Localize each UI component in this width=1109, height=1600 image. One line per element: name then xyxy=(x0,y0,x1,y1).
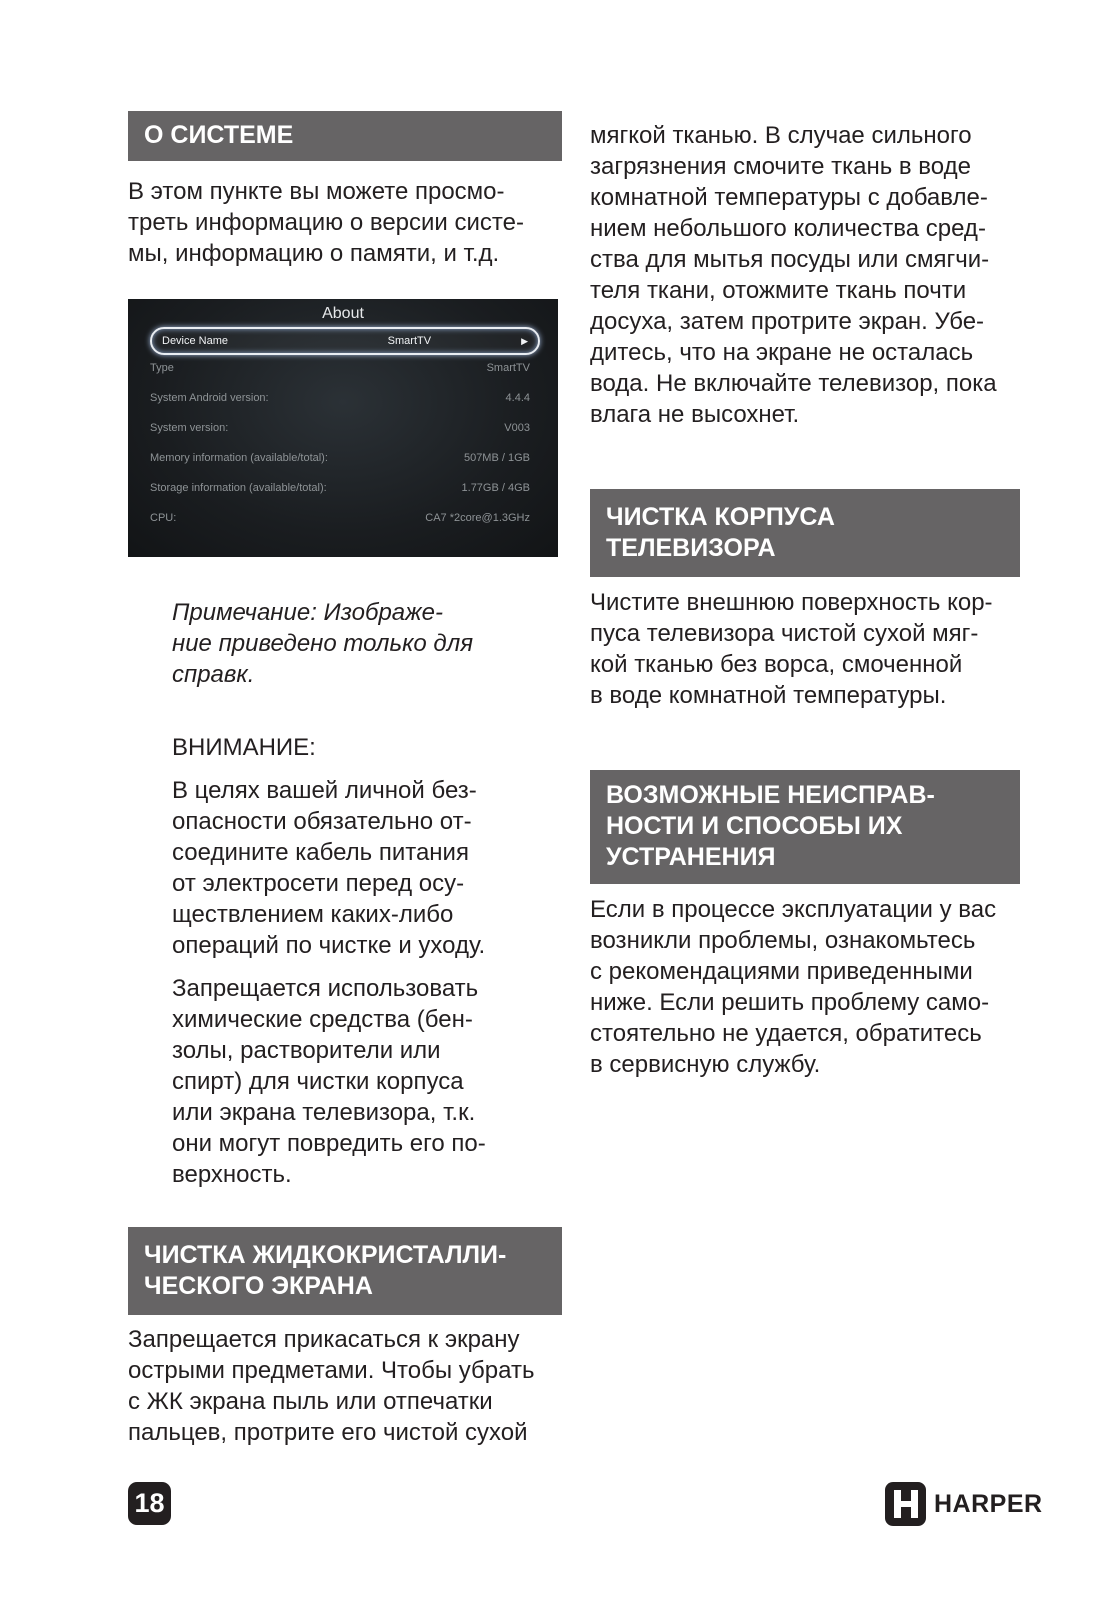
screen-row-label: Storage information (available/total): xyxy=(150,482,327,494)
brand-logo xyxy=(885,1482,1043,1526)
screen-row-value: CA7 *2core@1.3GHz xyxy=(425,512,530,524)
screen-row-cpu xyxy=(150,507,530,529)
screen-row-label: System version: xyxy=(150,422,229,434)
screen-row-label: CPU: xyxy=(150,512,177,524)
screen-row-value: 507MB / 1GB xyxy=(463,452,530,464)
screen-row-value: SmartTV xyxy=(486,362,530,374)
lcd-cleaning-heading: ЧИСТКА ЖИДКОКРИСТАЛЛИ- ЧЕСКОГО ЭКРАНА xyxy=(128,1227,562,1315)
case-cleaning-text: Чистите внешнюю поверхность кор- пуса телевизора чистой сухой мяг- кой тканью без ворса, смоченной в воде комнатной температуры. xyxy=(590,589,993,709)
page-number: 18 xyxy=(128,1482,171,1525)
about-screen-image xyxy=(128,299,558,557)
troubleshooting-text: Если в процессе эксплуатации у вас возникли проблемы, ознакомьтесь с рекомендациями приведенными ниже. Если решить проблему само- стоятельно не удается, обратитесь в сервисную службу. xyxy=(590,896,997,1078)
h-logo-icon xyxy=(885,1482,926,1526)
screen-row-android-version xyxy=(150,387,530,409)
warning-paragraph-chemicals: Запрещается использовать химические средства (бен- золы, растворители или спирт) для чистки корпуса или экрана телевизора, т.к. они могут повредить его по- верхность. xyxy=(172,975,486,1188)
about-heading: О СИСТЕМЕ xyxy=(128,111,562,161)
screen-row-device-name xyxy=(150,327,540,355)
screen-row-storage xyxy=(150,477,530,499)
screen-row-value: SmartTV xyxy=(387,335,432,347)
lcd-cleaning-text: Запрещается прикасаться к экрану острыми предметами. Чтобы убрать с ЖК экрана пыль или отпечатки пальцев, протрите его чистой сухой xyxy=(128,1326,535,1446)
brand-name: HARPER xyxy=(934,1489,1043,1518)
case-cleaning-heading: ЧИСТКА КОРПУСА ТЕЛЕВИЗОРА xyxy=(590,489,1020,577)
screen-row-type xyxy=(150,357,530,379)
lcd-cleaning-text-continued: мягкой тканью. В случае сильного загрязнения смочите ткань в воде комнатной температуры с добавле- нием небольшого количества сред- ства для мытья посуды или смягчи- теля ткани, отожмите ткань почти досуха, затем протрите экран. Убе- дитесь, что на экране не осталась вода. Не включайте телевизор, пока влага не высохнет. xyxy=(590,122,997,428)
screen-row-value: 4.4.4 xyxy=(505,392,530,404)
troubleshooting-heading: ВОЗМОЖНЫЕ НЕИСПРАВ- НОСТИ И СПОСОБЫ ИХ УСТРАНЕНИЯ xyxy=(590,770,1020,884)
screen-title: About xyxy=(322,305,364,322)
left-column xyxy=(128,111,562,1448)
screen-row-system-version xyxy=(150,417,530,439)
screen-row-label: Memory information (available/total): xyxy=(150,452,328,464)
screen-row-label: System Android version: xyxy=(150,392,269,404)
play-arrow-icon: ▶ xyxy=(521,335,528,346)
warning-paragraph-disconnect: В целях вашей личной без- опасности обязательно от- соедините кабель питания от электросети перед осу- ществлением каких-либо операций по чистке и уходу. xyxy=(172,777,486,959)
screen-row-label: Device Name xyxy=(162,335,229,347)
about-text: В этом пункте вы можете просмо- треть информацию о версии систе- мы, информацию о памяти, и т.д. xyxy=(128,178,524,267)
screen-row-value: V003 xyxy=(504,422,530,434)
screen-row-label: Type xyxy=(150,362,174,374)
right-column xyxy=(590,120,1020,1080)
warning-title: ВНИМАНИЕ: xyxy=(172,734,316,761)
screen-row-memory xyxy=(150,447,530,469)
image-note: Примечание: Изображе- ние приведено только для справк. xyxy=(172,599,474,688)
screen-row-value: 1.77GB / 4GB xyxy=(461,482,530,494)
